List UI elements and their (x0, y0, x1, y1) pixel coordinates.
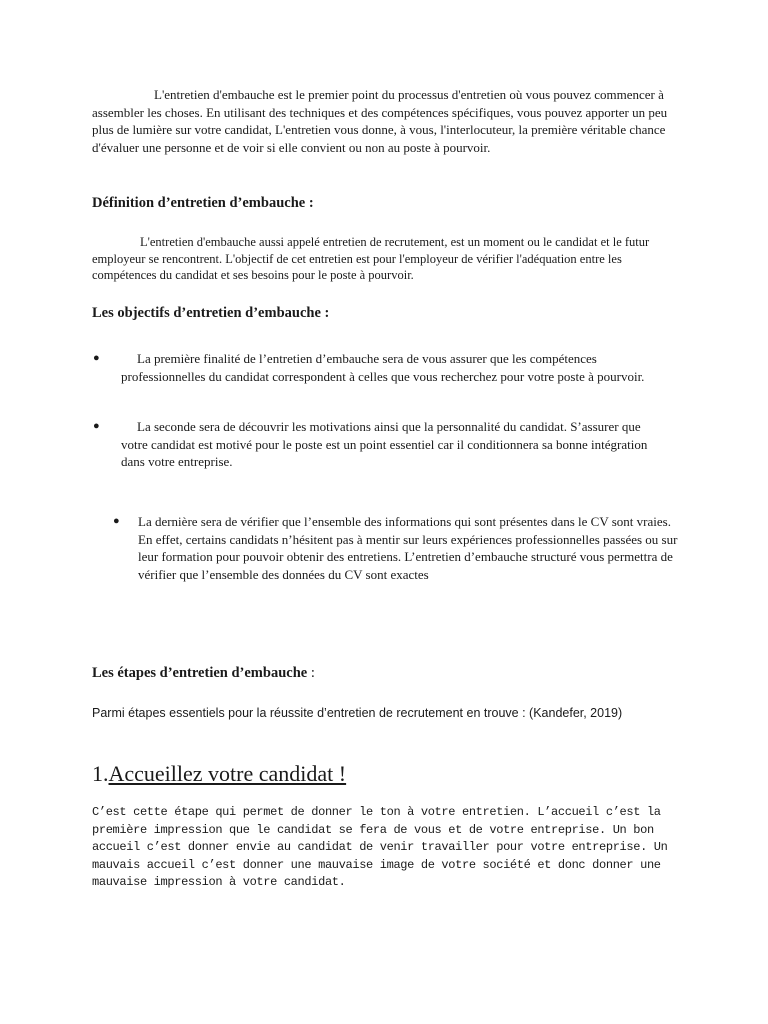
definition-heading: Définition d’entretien d’embauche : (92, 195, 314, 211)
bullet-icon: ● (93, 352, 100, 364)
objective-list-item (113, 513, 678, 583)
steps-heading-text: Les étapes d’entretien d’embauche (92, 665, 308, 681)
step1-title-text: Accueillez votre candidat ! (108, 761, 347, 786)
definition-paragraph: L'entretien d'embauche aussi appelé entretien de recrutement, est un moment ou le candidat et le futur employeur se rencontrent. L'objectif de cet entretien est pour l'employeur de vérifier l'adéquation entre les compétences du candidat et ses besoins pour le poste à pourvoir. (92, 235, 650, 282)
objective-text: La seconde sera de découvrir les motivations ainsi que la personnalité du candidat. S’assurer que votre candidat est motivé pour le poste est un point essentiel car il conditionnera sa bonne intégration dans votre entreprise. (121, 419, 648, 469)
objective-list-item (93, 418, 661, 471)
intro-paragraph: L'entretien d'embauche est le premier point du processus d'entretien où vous pouvez commencer à assembler les choses. En utilisant des techniques et des compétences spécifiques, vous pouvez apporter un peu plus de lumière sur votre candidat, L'entretien vous donne, à vous, l'interlocuteur, la première véritable chance d'évaluer une personne et de voir si elle convient ou non au poste à pourvoir. (92, 87, 668, 155)
step1-number: 1. (92, 761, 109, 786)
step1-paragraph: C’est cette étape qui permet de donner le ton à votre entretien. L’accueil c’est la première impression que le candidat se fera de vous et de votre entreprise. Un bon accueil c’est donner envie au candidat de venir travailler pour votre entreprise. Un mauvais accueil c’est donner une mauvaise image de votre société et donc donner une mauvaise impression à votre candidat. (92, 805, 668, 889)
objective-text: La dernière sera de vérifier que l’ensemble des informations qui sont présentes dans le CV sont vraies. En effet, certains candidats n’hésitent pas à mentir sur leurs expériences professionnelles passées ou sur leur formation pour pouvoir obtenir des entretiens. L’entretien d’embauche structuré vous permettra de vérifier que l’ensemble des données du CV sont exactes (138, 514, 678, 582)
bullet-icon: ● (93, 420, 100, 432)
steps-heading (92, 664, 315, 682)
step1-title (92, 760, 346, 788)
objective-text: La première finalité de l’entretien d’embauche sera de vous assurer que les compétences professionnelles du candidat correspondent à celles que vous recherchez pour votre poste à pourvoir. (121, 351, 645, 384)
steps-intro-paragraph: Parmi étapes essentiels pour la réussite d’entretien de recrutement en trouve : (Kandefer, 2019) (92, 706, 623, 720)
bullet-icon: ● (113, 515, 120, 527)
objective-list-item (93, 350, 661, 385)
objectives-heading: Les objectifs d’entretien d’embauche : (92, 305, 330, 321)
steps-heading-colon: : (307, 665, 315, 681)
